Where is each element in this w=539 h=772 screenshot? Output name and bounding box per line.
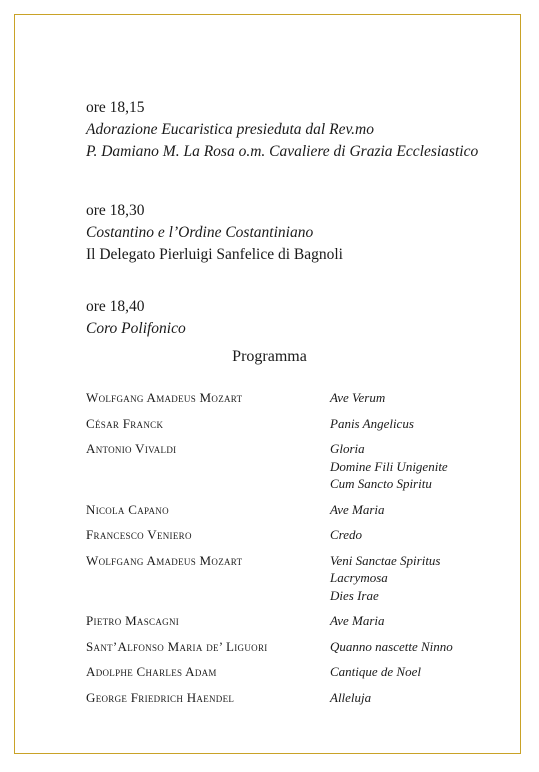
event-time: ore 18,15 — [86, 99, 145, 116]
programme-item — [86, 663, 506, 681]
work-title: Panis Angelicus — [330, 415, 414, 431]
programme-item — [86, 552, 506, 605]
event-adorazione — [86, 97, 478, 163]
programme-item — [86, 389, 506, 407]
work-list — [330, 440, 448, 493]
work-title: Veni Sanctae Spiritus — [330, 552, 441, 568]
event-time: ore 18,40 — [86, 298, 145, 315]
programme-item — [86, 526, 506, 544]
event-line: Adorazione Eucaristica presieduta dal Rev.mo — [86, 121, 374, 138]
event-line: Il Delegato Pierluigi Sanfelice di Bagnoli — [86, 246, 343, 263]
work-list — [330, 689, 371, 707]
event-line: Coro Polifonico — [86, 320, 186, 337]
composer-name: Francesco Veniero — [86, 527, 192, 542]
work-list — [330, 663, 421, 681]
event-costantino — [86, 200, 343, 266]
event-coro — [86, 296, 186, 340]
composer-name: Sant’Alfonso Maria de’ Liguori — [86, 638, 268, 654]
work-title: Ave Maria — [330, 501, 385, 517]
work-list — [330, 501, 385, 519]
work-title: Ave Verum — [330, 390, 386, 405]
programme-item — [86, 612, 506, 630]
composer-name: Antonio Vivaldi — [86, 441, 177, 456]
work-list — [330, 415, 414, 433]
work-title: Gloria — [330, 441, 365, 456]
programme-title: Programma — [232, 348, 307, 365]
work-title: Quanno nascette Ninno — [330, 638, 453, 654]
programme-item — [86, 689, 506, 707]
work-list — [330, 612, 385, 630]
programme-list — [86, 389, 506, 714]
work-title: Lacrymosa — [330, 570, 388, 585]
programme-item — [86, 415, 506, 433]
composer-name: Wolfgang Amadeus Mozart — [86, 552, 243, 568]
work-list — [330, 526, 362, 544]
work-title: Ave Maria — [330, 613, 385, 628]
programme-item — [86, 440, 506, 493]
work-title: Domine Fili Unigenite — [330, 458, 448, 474]
work-title: Cantique de Noel — [330, 664, 421, 679]
work-title: Alleluja — [330, 689, 372, 705]
programme-item — [86, 638, 506, 656]
work-title: Cum Sancto Spiritu — [330, 476, 432, 491]
event-line: Costantino e l’Ordine Costantiniano — [86, 224, 314, 241]
programme-item — [86, 501, 506, 519]
composer-name: George Friedrich Haendel — [86, 689, 235, 705]
event-time: ore 18,30 — [86, 202, 145, 219]
work-list — [330, 638, 453, 656]
composer-name: Wolfgang Amadeus Mozart — [86, 390, 243, 405]
work-list — [330, 389, 385, 407]
composer-name: Nicola Capano — [86, 501, 169, 517]
work-title: Credo — [330, 527, 363, 542]
composer-name: César Franck — [86, 415, 164, 431]
work-list — [330, 552, 441, 605]
event-line: P. Damiano M. La Rosa o.m. Cavaliere di Grazia Ecclesiastico — [86, 143, 479, 160]
work-title: Dies Irae — [330, 587, 379, 603]
composer-name: Pietro Mascagni — [86, 613, 180, 628]
composer-name: Adolphe Charles Adam — [86, 664, 217, 679]
